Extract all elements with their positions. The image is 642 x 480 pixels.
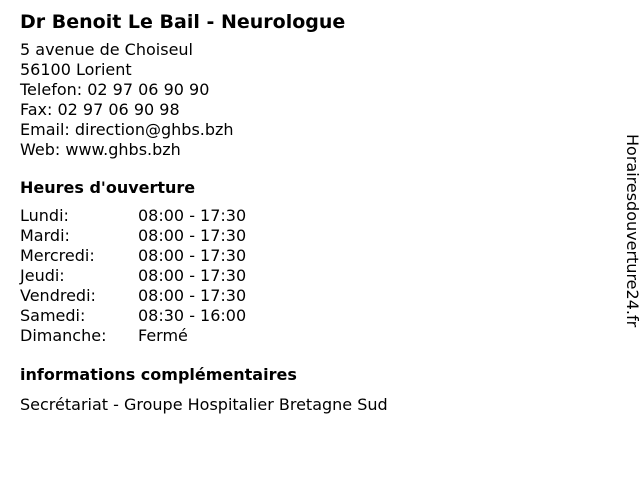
opening-hours-heading: Heures d'ouverture bbox=[20, 178, 196, 197]
additional-info-heading: informations complémentaires bbox=[20, 365, 297, 384]
day-label: Mardi: bbox=[20, 226, 70, 245]
hours-row-monday bbox=[20, 206, 600, 226]
fax-number: Fax: 02 97 06 90 98 bbox=[20, 100, 180, 119]
page-title: Dr Benoit Le Bail - Neurologue bbox=[20, 11, 346, 33]
hours-time: 08:00 - 17:30 bbox=[138, 246, 247, 265]
business-info-page bbox=[20, 8, 600, 415]
address-city: 56100 Lorient bbox=[20, 60, 132, 79]
hours-time: 08:00 - 17:30 bbox=[138, 266, 247, 285]
address-street: 5 avenue de Choiseul bbox=[20, 40, 193, 59]
vertical-watermark bbox=[622, 134, 642, 374]
day-label: Lundi: bbox=[20, 206, 69, 225]
day-label: Jeudi: bbox=[20, 266, 65, 285]
phone-number: Telefon: 02 97 06 90 90 bbox=[20, 80, 210, 99]
contact-info bbox=[20, 40, 600, 160]
day-label: Mercredi: bbox=[20, 246, 95, 265]
hours-row-saturday bbox=[20, 306, 600, 326]
website-address: Web: www.ghbs.bzh bbox=[20, 140, 181, 159]
hours-time: 08:00 - 17:30 bbox=[138, 206, 247, 225]
day-label: Dimanche: bbox=[20, 326, 107, 345]
hours-time: 08:00 - 17:30 bbox=[138, 286, 247, 305]
day-label: Samedi: bbox=[20, 306, 86, 325]
watermark-text: Horairesdouverture24.fr bbox=[623, 134, 642, 328]
hours-row-friday bbox=[20, 286, 600, 306]
hours-row-wednesday bbox=[20, 246, 600, 266]
hours-row-sunday bbox=[20, 326, 600, 346]
hours-time: 08:00 - 17:30 bbox=[138, 226, 247, 245]
email-address: Email: direction@ghbs.bzh bbox=[20, 120, 234, 139]
hours-row-thursday bbox=[20, 266, 600, 286]
hours-time: 08:30 - 16:00 bbox=[138, 306, 247, 325]
opening-hours-table bbox=[20, 206, 600, 346]
hours-row-tuesday bbox=[20, 226, 600, 246]
hours-time: Fermé bbox=[138, 326, 188, 345]
additional-info-text: Secrétariat - Groupe Hospitalier Bretagne Sud bbox=[20, 395, 388, 414]
day-label: Vendredi: bbox=[20, 286, 96, 305]
